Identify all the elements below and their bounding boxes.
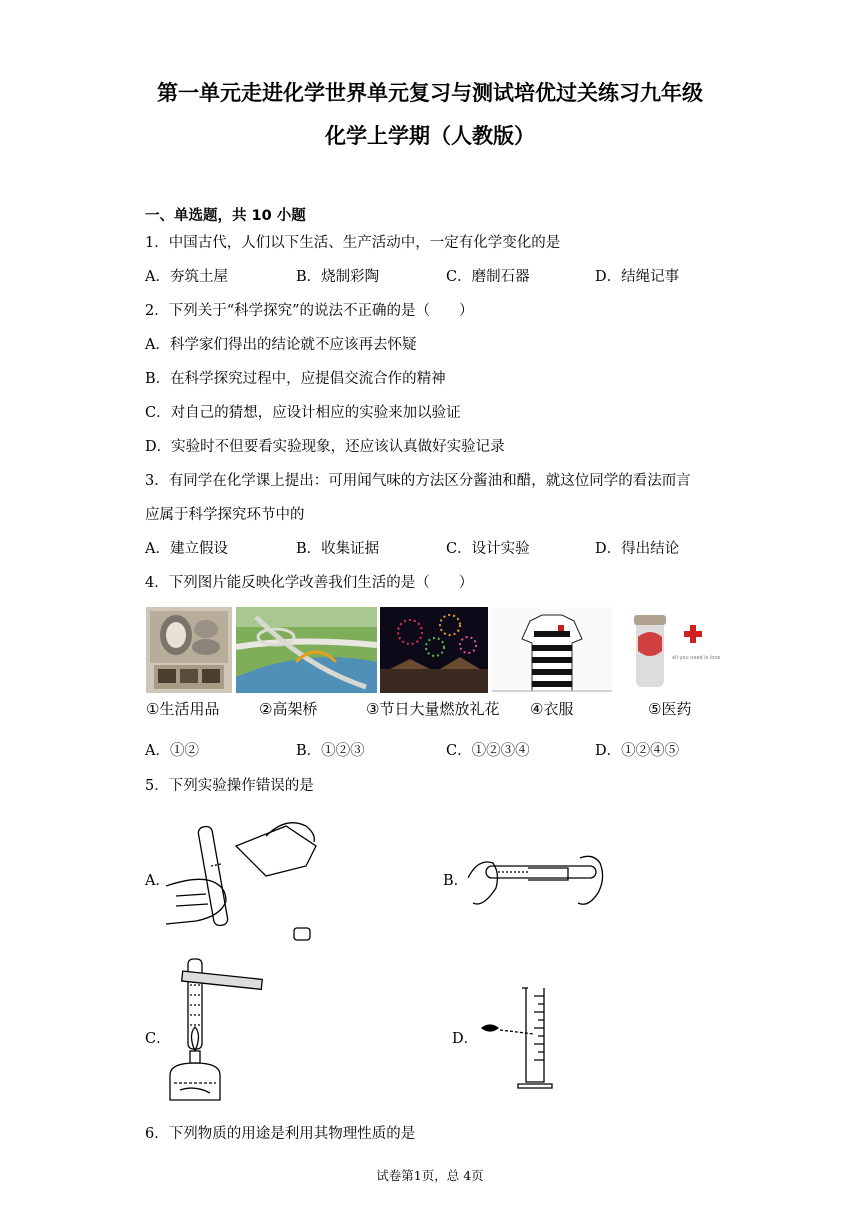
q4-option-c: C．①②③④ [446,743,530,759]
q1-option-d: D．结绳记事 [595,269,680,285]
q3-option-b: B．收集证据 [296,541,380,557]
pouring-liquid-illustration [166,806,346,946]
q5-label-d: D． [452,1031,479,1047]
q3-option-c: C．设计实验 [446,541,530,557]
question-3-stem-line-2: 应属于科学探究环节中的 [145,507,305,523]
q4-caption-2: ②高架桥 [259,700,318,718]
q4-option-b: B．①②③ [296,743,365,759]
q5-label-c: C． [145,1031,171,1047]
overpass-bridge-image [236,607,377,693]
q2-option-d: D．实验时不但要看实验现象，还应该认真做好实验记录 [145,439,505,455]
question-5-stem: 5．下列实验操作错误的是 [145,778,314,794]
question-3-stem-line-1: 3．有同学在化学课上提出：可用闻气味的方法区分酱油和醋，就这位同学的看法而言 [145,473,691,489]
q4-option-a: A．①② [145,743,199,759]
q3-option-d: D．得出结论 [595,541,680,557]
title-line-1: 第一单元走进化学世界单元复习与测试培优过关练习九年级 [157,81,703,105]
q4-caption-5: ⑤医药 [648,700,692,718]
medicine-image [616,607,726,693]
q2-option-b: B．在科学探究过程中，应提倡交流合作的精神 [145,371,446,387]
heating-test-tube-illustration [468,848,608,918]
question-2-stem: 2．下列关于“科学探究”的说法不正确的是（ ） [145,303,474,319]
clothes-image [492,607,612,693]
question-6-stem: 6．下列物质的用途是利用其物理性质的是 [145,1126,416,1142]
q4-caption-1: ①生活用品 [146,700,220,718]
q4-caption-4: ④衣服 [530,700,574,718]
page-footer: 试卷第1页，总 4页 [376,1168,484,1183]
question-4-stem: 4．下列图片能反映化学改善我们生活的是（ ） [145,575,474,591]
fireworks-image [380,607,488,693]
q1-option-a: A．夯筑土屋 [145,269,228,285]
q1-option-c: C．磨制石器 [446,269,530,285]
q1-option-b: B．烧制彩陶 [296,269,380,285]
q4-option-d: D．①②④⑤ [595,743,680,759]
title-line-2: 化学上学期（人教版） [325,124,535,148]
q5-label-a: A． [145,873,170,889]
q2-option-c: C．对自己的猜想，应设计相应的实验来加以验证 [145,405,461,421]
section-heading: 一、单选题，共 10 小题 [145,208,306,224]
medicine-image-slogan: all you need is love [672,655,721,661]
reading-cylinder-illustration [478,984,568,1090]
q5-label-b: B． [443,873,469,889]
alcohol-lamp-heating-illustration [160,955,270,1107]
household-items-image [146,607,232,693]
question-1-stem: 1．中国古代，人们以下生活、生产活动中，一定有化学变化的是 [145,235,561,251]
q4-caption-3: ③节日大量燃放礼花 [366,700,500,718]
q3-option-a: A．建立假设 [145,541,228,557]
q2-option-a: A．科学家们得出的结论就不应该再去怀疑 [145,337,417,353]
